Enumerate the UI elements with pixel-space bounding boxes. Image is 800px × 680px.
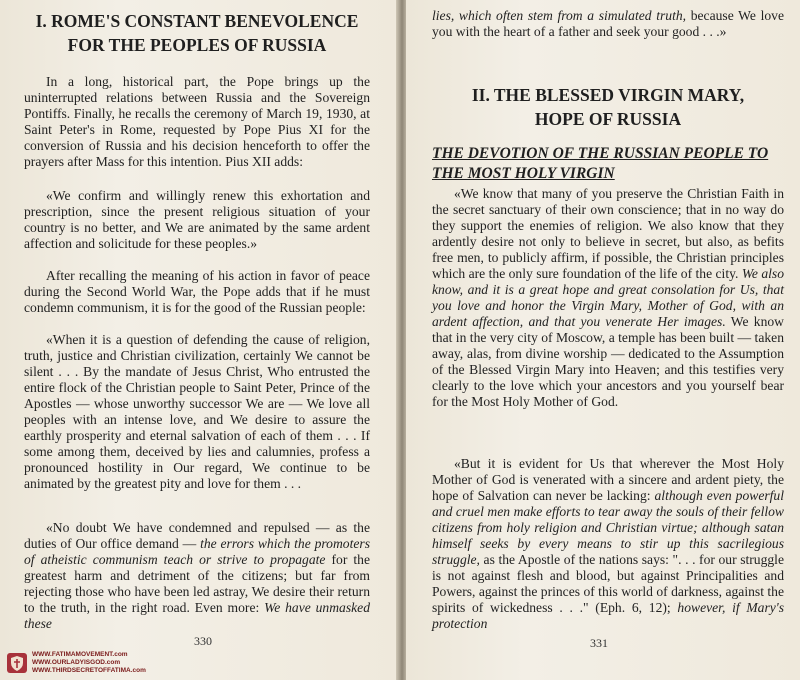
right-p1-text-a: «We know that many of you preserve the Christian Faith in the secret sanctuary of their own conscience; that in no way do they support the enemies of religion. We also know that they ardently desire not only to believe in secret, but also, as befits free men, to publicly affirm, if possible, the Christian principles which are the only sure foundation of the life of the city.	[432, 186, 784, 281]
footer-url-2: WWW.OURLADYISGOD.com	[32, 659, 121, 666]
footer-url-1: WWW.FATIMAMOVEMENT.com	[32, 651, 128, 658]
page-number-left: 330	[194, 634, 212, 648]
right-continuation-emphasis: lies, which often stem from a simulated truth,	[432, 8, 687, 23]
right-p2-emphasis-2: however, if Mary's protection	[432, 600, 784, 631]
right-subheading: THE DEVOTION OF THE RUSSIAN PEOPLE TO THE MOST HOLY VIRGIN	[432, 145, 769, 182]
right-p2-text-a: «But it is evident for Us that wherever the Most Holy Mother of God is venerated with a sincere and ardent piety, the hope of Salvation can never be lacking:	[432, 456, 784, 503]
left-paragraph-4: «When it is a question of defending the cause of religion, truth, justice and Christian civilization, certainly We cannot be silent . . . By the mandate of Jesus Christ, Who entrusted the entire flock of the Christian people to Saint Peter, Prince of the Apostles — whose unworthy successor We are — We love all peoples with an intense love, and We desire to assure the earthly prosperity and eternal salvation of each of them . . . If some among them, deceived by lies and calumnies, profess a pronounced hostility in Our regard, We continue to be animated by the greatest pity and love for them . . .	[24, 332, 370, 491]
website-footer	[0, 646, 180, 680]
shield-logo-icon	[6, 652, 28, 674]
right-p2-text-b: as the Apostle of the nations says: ". . . for our struggle is not against flesh and blood, but against Principalities and Powers, against the princes of this world of darkness, against the spirits of wickedness . . ." (Eph. 6, 12);	[432, 552, 784, 615]
right-p1-emphasis: We also know, and it is a great hope and great consolation for Us, that you love and honor the Virgin Mary, Mother of God, with an ardent affection, and that you venerate Her images.	[432, 266, 784, 329]
left-heading-line-1: I. ROME'S CONSTANT BENEVOLENCE	[35, 11, 359, 31]
left-paragraph-2: «We confirm and willingly renew this exhortation and prescription, since the present religious situation of your country is no better, and We are animated by the same ardent affection and solicitude for these peoples.»	[24, 188, 370, 251]
right-p1-text-b: We know that in the very city of Moscow, a temple has been built — taken away, alas, from divine worship — dedicated to the Assumption of the Blessed Virgin Mary into Heaven; and this testifies very clearly to the love which your ancestors and you yourself bear for the Most Holy Mother of God.	[432, 314, 784, 409]
right-continuation-text: because We love you with the heart of a father and seek your good . . .»	[432, 8, 784, 39]
right-page	[406, 0, 800, 680]
right-continuation	[432, 8, 784, 40]
page-number-right: 331	[590, 636, 608, 650]
right-paragraph-2	[432, 456, 784, 632]
left-p5-emphasis-2: We have unmasked these	[24, 600, 370, 631]
footer-urls	[32, 651, 146, 675]
left-page	[0, 0, 398, 680]
left-paragraph-1: In a long, historical part, the Pope brings up the uninterrupted relations between Russia and the Sovereign Pontiffs. Finally, he recalls the ceremony of March 19, 1930, at Saint Peter's in Rome, requested by Pope Pius XI for the conversion of Russia and his decision henceforth to offer the prayers after Mass for this intention. Pius XII adds:	[24, 74, 370, 169]
left-paragraph-5	[24, 520, 370, 632]
right-paragraph-1	[432, 186, 784, 410]
right-heading-line-2: HOPE OF RUSSIA	[534, 109, 682, 129]
footer-url-3: WWW.THIRDSECRETOFFATIMA.com	[32, 667, 146, 674]
left-p5-emphasis-1: the errors which the promoters of atheistic communism teach or strive to propagate	[24, 536, 370, 567]
left-paragraph-3: After recalling the meaning of his action in favor of peace during the Second World War, the Pope adds that if he must condemn communism, it is for the good of the Russian people:	[24, 268, 370, 315]
left-p5-lead: «No doubt We have condemned and repulsed — as the duties of Our office demand —	[24, 520, 370, 551]
right-p2-emphasis: although even powerful and cruel men make efforts to tear away the souls of their fellow citizens from holy religion and Christian virtue; although satan himself seeks by every means to stir up this sacrilegious struggle,	[432, 488, 784, 567]
left-heading-line-2: FOR THE PEOPLES OF RUSSIA	[67, 35, 327, 55]
right-heading-line-1: II. THE BLESSED VIRGIN MARY,	[471, 85, 745, 105]
left-p5-middle: for the greatest harm and detriment of the citizens; but far from rejecting those who have been led astray, We desire their return to the truth, in the right road. Even more:	[24, 552, 370, 615]
